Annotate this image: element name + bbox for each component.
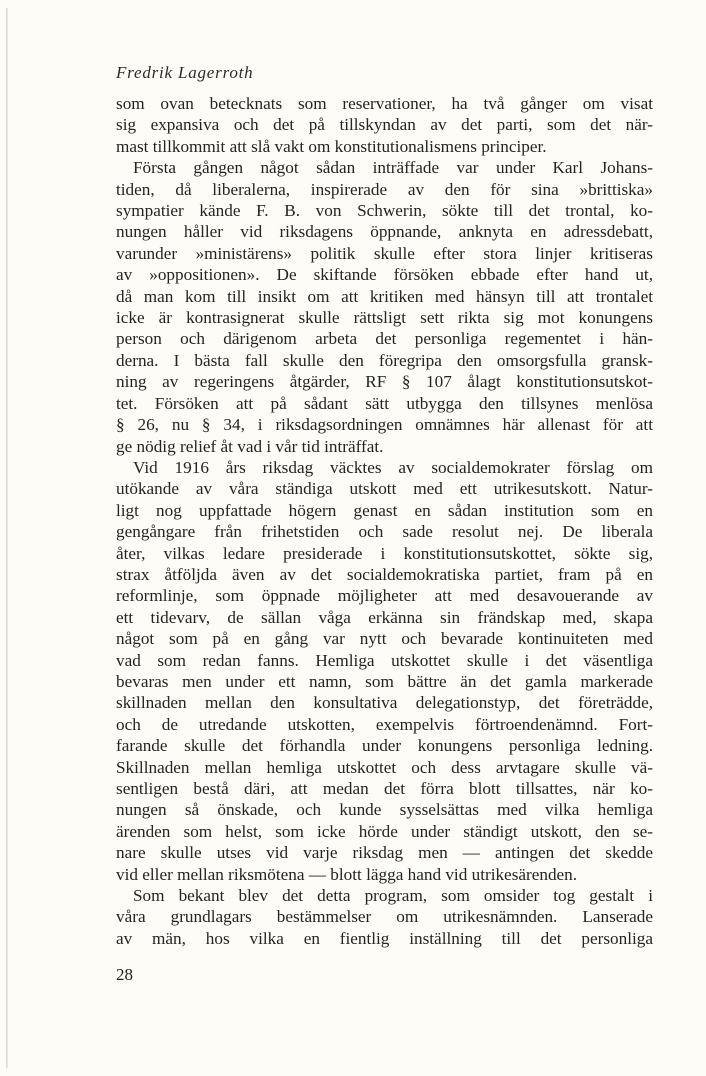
text-line: sentligen bestå däri, att medan det förra blott tillsattes, när ko-	[116, 779, 653, 798]
text-line: derna. I bästa fall skulle den föregripa den omsorgsfulla gransk-	[116, 350, 653, 370]
text-line: ge nödig relief åt vad i vår tid inträffat.	[116, 436, 384, 456]
text-line: strax åtföljda även av det socialdemokratiska partiet, fram på en	[116, 564, 653, 584]
text-line: gengångare från frihetstiden och sade resolut nej. De liberala	[116, 522, 653, 542]
text-line: bevaras men under ett namn, som bättre än det gamla markerade	[116, 671, 653, 691]
text-line: farande skulle det förhandla under konungens personliga ledning.	[116, 736, 653, 756]
text-line: och de utredande utskotten, exempelvis förtroendenämnd. Fort-	[116, 714, 653, 734]
text-line: som ovan betecknats som reservationer, ha två gånger om visat	[116, 94, 653, 113]
text-line: då man kom till insikt om att kritiken med hänsyn till att trontalet	[116, 286, 653, 306]
paragraph-start-line: Vid 1916 års riksdag väcktes av socialdemokrater förslag om	[133, 457, 653, 477]
text-line: sig expansiva och det på tillskyndan av det parti, som det när-	[116, 115, 653, 135]
text-line: ligt nog uppfattade högern genast en sådan institution som en	[116, 500, 653, 520]
paragraph-start-line: Som bekant blev det detta program, som omsider tog gestalt i	[133, 886, 653, 906]
text-line: person och därigenom arbeta det personliga regementet i hän-	[116, 329, 653, 349]
text-line: åter, vilkas ledare presiderade i konstitutionsutskottet, sökte sig,	[116, 543, 653, 563]
page-number: 28	[116, 965, 133, 984]
text-line: varunder »ministärens» politik skulle efter stora linjer kritiseras	[116, 243, 653, 263]
text-line: något som på en gång var nytt och bevarade kontinuiteten med	[116, 629, 653, 649]
running-head-author: Fredrik Lagerroth	[116, 63, 254, 82]
text-line: av »oppositionen». De skiftande försöken ebbade efter hand ut,	[116, 265, 653, 285]
text-line: ärenden som helst, som icke hörde under ständigt utskott, den se-	[116, 821, 653, 841]
text-line: nungen håller vid riksdagens öppnande, anknyta en adressdebatt,	[116, 222, 653, 242]
text-line: icke är kontrasignerat skulle rättsligt sett rikta sig mot konungens	[116, 308, 653, 328]
text-line: våra grundlagars bestämmelser om utrikesnämnden. Lanserade	[116, 907, 653, 927]
text-line: av män, hos vilka en fientlig inställning till det personliga	[116, 928, 653, 948]
text-line: utökande av våra ständiga utskott med ett utrikesutskott. Natur-	[116, 479, 653, 499]
text-line: ett tidevarv, de sällan våga erkänna sin frändskap med, skapa	[116, 607, 653, 627]
text-line: sympatier kände F. B. von Schwerin, sökte till det trontal, ko-	[116, 201, 653, 221]
text-line: vid eller mellan riksmötena — blott lägga hand vid utrikesärenden.	[116, 864, 578, 884]
text-line: tet. Försöken att på sådant sätt utbygga den tillsynes menlösa	[116, 393, 653, 413]
text-line: tiden, då liberalerna, inspirerade av den för sina »brittiska»	[116, 179, 653, 199]
page-edge-shadow	[6, 8, 8, 1068]
text-line: § 26, nu § 34, i riksdagsordningen omnämnes här allenast för att	[116, 415, 653, 435]
text-line: nungen så önskade, och kunde sysselsättas med vilka hemliga	[116, 800, 653, 820]
text-line: skillnaden mellan den konsultativa delegationstyp, det företrädde,	[116, 693, 653, 713]
paragraph-start-line: Första gången något sådan inträffade var under Karl Johans-	[133, 158, 653, 178]
text-line: nare skulle utses vid varje riksdag men — antingen det skedde	[116, 843, 653, 863]
text-line: ning av regeringens åtgärder, RF § 107 ålagt konstitutionsutskot-	[116, 372, 653, 392]
text-line: mast tillkommit att slå vakt om konstitutionalismens principer.	[116, 136, 547, 156]
text-line: vad som redan fanns. Hemliga utskottet skulle i det väsentliga	[116, 650, 653, 670]
body-text	[116, 93, 653, 949]
text-line: Skillnaden mellan hemliga utskottet och dess arvtagare skulle vä-	[116, 757, 653, 777]
text-line: reformlinje, som öppnade möjligheter att med desavouerande av	[116, 586, 653, 606]
